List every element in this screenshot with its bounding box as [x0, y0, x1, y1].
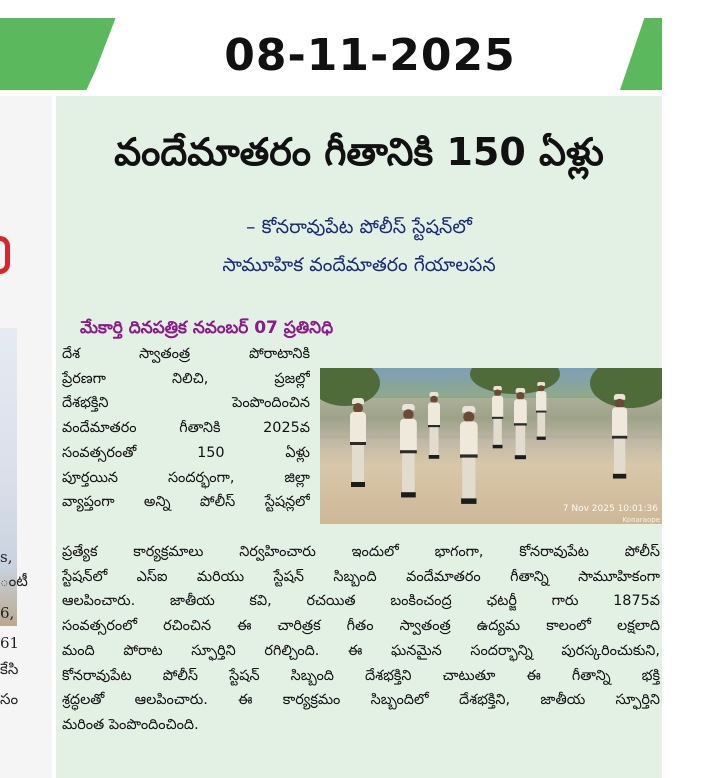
issue-date: 08-11-2025 [224, 30, 516, 81]
body-line: ప్రత్యేక కార్యక్రమాలు నిర్వహించారు ఇందులో భాగంగా, కోనరావుపేట పోలీస్ [62, 544, 660, 560]
body-line: వ్యాప్తంగా అన్ని పోలీస్ స్టేషన్లలో [62, 494, 310, 511]
body-line: మరింత పెంపొందించింది. [62, 716, 199, 733]
body-line: ప్రేరణగా నిలిచి, ప్రజల్లో [62, 370, 310, 387]
body-line: కోనరావుపేట పోలీస్ స్టేషన్ సిబ్బంది దేశభక్తిని చాటుతూ ఈ గీతాన్ని భక్తి [62, 667, 660, 684]
article-subheadline: సామూహిక వందేమాతరం గేయాలపన [222, 254, 496, 276]
article-body-wide [62, 540, 660, 738]
adjacent-article-column [0, 96, 52, 778]
adjacent-text-fragment: కేసి [0, 660, 19, 678]
adjacent-text-fragment: సం [0, 690, 19, 708]
article-photo [320, 368, 662, 524]
body-line: శ్రద్ధలతో ఆలపించారు. ఈ కార్యక్రమం సిబ్బందిలో దేశభక్తిని, జాతీయ స్ఫూర్తిని [62, 692, 660, 709]
article-headline: వందేమాతరం గీతానికి 150 ఏళ్లు [114, 130, 604, 174]
body-line: సంవత్సరంతో 150 ఏళ్లు [62, 444, 310, 461]
article-dateline: మేకార్తి దినపత్రిక నవంబర్ 07 ప్రతినిధి [80, 318, 334, 338]
news-article [56, 96, 662, 778]
adjacent-text-fragment: 6, [0, 604, 15, 622]
body-line: స్టేషన్‌లో ఎస్ఐ మరియు స్టేషన్ సిబ్బంది వందేమాతరం గీతాన్ని సామూహికంగా [62, 568, 660, 585]
body-line: మంది పోరాట స్ఫూర్తిని రగిల్చింది. ఈ ఘనమైన సందర్భాన్ని పురస్కరించుకుని, [62, 642, 660, 659]
article-body-narrow [62, 342, 310, 515]
photo-timestamp: 7 Nov 2025 10:01:36 [562, 504, 658, 514]
body-line: దేశ స్వాతంత్ర పోరాటానికి [62, 346, 310, 362]
body-line: దేశభక్తిని పెంపొందించిన [62, 395, 310, 412]
body-line: పూర్తయిన సందర్భంగా, జిల్లా [62, 469, 310, 486]
article-subheadline: – కోనరావుపేట పోలీస్ స్టేషన్‌లో [246, 216, 472, 238]
body-line: సంవత్సరంలో రచించిన ఈ చారిత్రక గీతం స్వాతంత్ర ఉద్యమ కాలంలో లక్షలాది [62, 618, 660, 635]
adjacent-text-fragment: 61 [0, 634, 20, 652]
red-logo-fragment [0, 236, 10, 274]
body-line: ఆలపించారు. జాతీయ కవి, రచయిత బంకించంద్ర ఛటర్జీ గారు 1875వ [62, 593, 660, 610]
body-line: వందేమాతరం గీతానికి 2025వ [62, 420, 310, 437]
photo-location-stamp: Konaraope [622, 516, 660, 524]
adjacent-text-fragment: ంటీ [0, 572, 28, 590]
adjacent-text-fragment: s, [0, 548, 13, 566]
